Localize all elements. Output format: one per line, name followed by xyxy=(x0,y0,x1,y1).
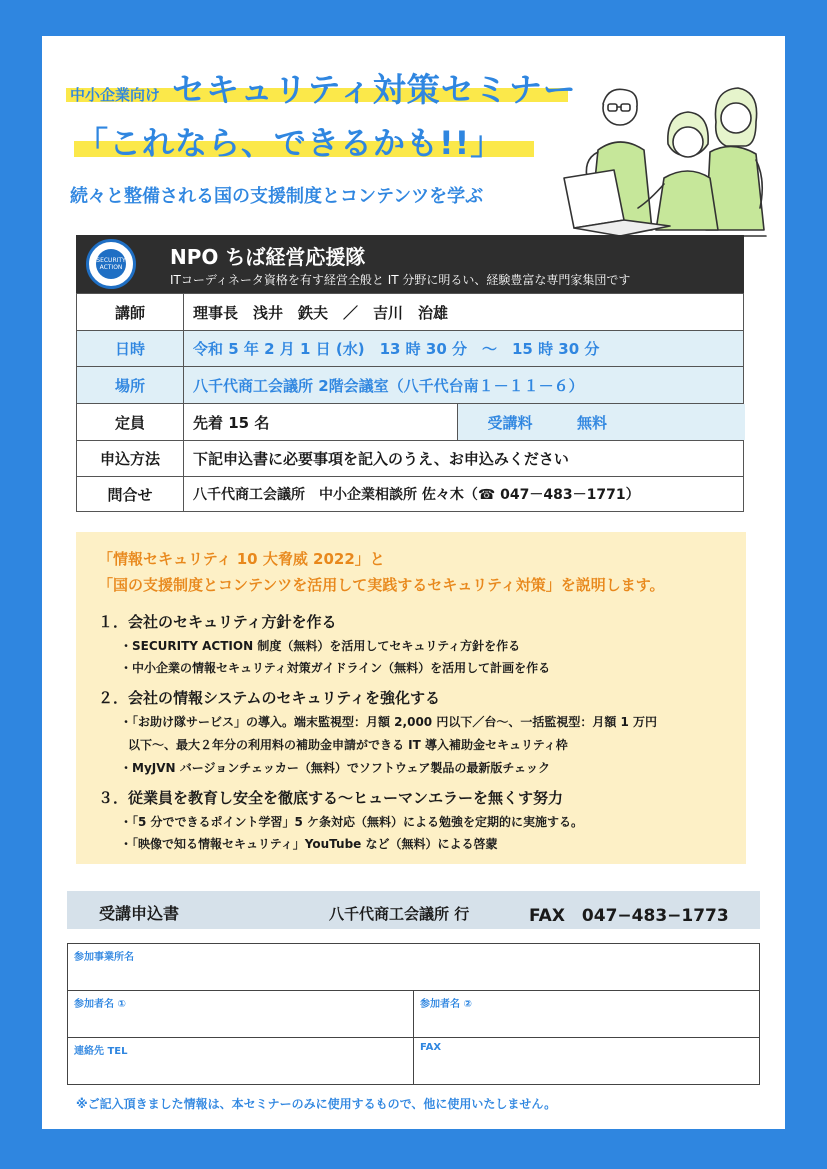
lecturer-row xyxy=(76,293,744,331)
program-intro-1: 「情報セキュリティ 10 大脅威 2022」と xyxy=(98,550,385,568)
form-title: 受講申込書 xyxy=(99,904,180,923)
section-3-item-2: ・「映像で知る情報セキュリティ」YouTube など（無料）による啓蒙 xyxy=(120,837,498,851)
apply-label: 申込方法 xyxy=(77,441,184,476)
participant-1-label: 参加者名 ① xyxy=(74,999,126,1010)
lecturer-label: 講師 xyxy=(77,294,184,330)
privacy-note: ※ご記入頂きました情報は、本セミナーのみに使用するもので、他に使用いたしません。 xyxy=(76,1097,557,1111)
people-illustration xyxy=(560,60,770,240)
contact-tel-label: 連絡先 TEL xyxy=(74,1046,128,1057)
organizer-name: NPO ちば経営応援隊 xyxy=(170,245,366,269)
lecturer-value: 理事長 浅井 鉄夫 ／ 吉川 治雄 xyxy=(193,303,449,322)
contact-fax-label: FAX xyxy=(420,1042,442,1053)
section-3-item-1: ・「5 分でできるポイント学習」5 ケ条対応（無料）による勉強を定期的に実施する。 xyxy=(120,815,584,829)
participant-2-label: 参加者名 ② xyxy=(420,999,472,1010)
section-3-title: ３．従業員を教育し安全を徹底する～ヒューマンエラーを無くす努力 xyxy=(98,789,564,807)
section-2-item-2: ・MyJVN バージョンチェッカー（無料）でソフトウェア製品の最新版チェック xyxy=(120,761,551,775)
fee-label: 受講料 xyxy=(457,404,563,440)
apply-value: 下記申込書に必要事項を記入のうえ、お申込みください xyxy=(193,450,569,468)
form-fax-number: FAX 047−483−1773 xyxy=(529,906,729,926)
section-2-item-1: ・「お助け隊サービス」の導入。端末監視型：月額 2,000 円以下／台～、一括監視型：月額 1 万円 xyxy=(120,715,658,729)
contact-row xyxy=(76,477,744,512)
section-2-title: ２．会社の情報システムのセキュリティを強化する xyxy=(98,689,441,707)
capacity-row xyxy=(76,404,744,441)
place-label: 場所 xyxy=(77,367,184,403)
place-row xyxy=(76,367,744,404)
contact-tel-field[interactable] xyxy=(67,1037,414,1085)
place-value: 八千代商工会議所 2階会議室（八千代台南１－１１－６） xyxy=(193,376,584,395)
section-1-item-1: ・SECURITY ACTION 制度（無料）を活用してセキュリティ方針を作る xyxy=(120,639,521,653)
fee-value: 無料 xyxy=(561,404,745,440)
participant-1-field[interactable] xyxy=(67,990,414,1038)
organizer-description: ITコーディネータ資格を有す経営全般と IT 分野に明るい、経験豊富な専門家集団です xyxy=(170,273,631,287)
program-intro-2: 「国の支援制度とコンテンツを活用して実践するセキュリティ対策」を説明します。 xyxy=(98,576,665,594)
security-action-logo: SECURITY ACTION xyxy=(96,249,126,279)
form-header xyxy=(67,891,760,929)
section-1-title: １．会社のセキュリティ方針を作る xyxy=(98,613,337,631)
section-1-item-2: ・中小企業の情報セキュリティ対策ガイドライン（無料）を活用して計画を作る xyxy=(120,661,551,675)
date-row xyxy=(76,331,744,367)
date-value: 令和 5 年 2 月 1 日 (水) 13 時 30 分 ～ 15 時 30 分 xyxy=(193,340,600,358)
subtitle: 続々と整備される国の支援制度とコンテンツを学ぶ xyxy=(70,186,484,207)
contact-fax-field[interactable] xyxy=(413,1037,760,1085)
capacity-value: 先着 15 名 xyxy=(193,413,270,432)
participant-2-field[interactable] xyxy=(413,990,760,1038)
apply-row xyxy=(76,441,744,477)
contact-label: 問合せ xyxy=(77,477,184,511)
security-action-badge xyxy=(86,239,136,289)
date-label: 日時 xyxy=(77,331,184,366)
company-name-field[interactable] xyxy=(67,943,760,991)
catch-copy: 「これなら、できるかも!!」 xyxy=(76,124,504,162)
form-recipient: 八千代商工会議所 行 xyxy=(329,905,470,923)
organizer-bar xyxy=(76,235,744,293)
company-name-label: 参加事業所名 xyxy=(74,952,134,963)
page-title: セキュリティ対策セミナー xyxy=(172,70,577,109)
capacity-label: 定員 xyxy=(77,404,184,440)
contact-value: 八千代商工会議所 中小企業相談所 佐々木（☎ 047－483－1771） xyxy=(193,487,640,503)
sub-tag: 中小企業向け xyxy=(70,86,161,104)
program-box xyxy=(76,532,746,864)
section-2-item-1-cont: 以下～、最大２年分の利用料の補助金申請ができる IT 導入補助金セキュリティ枠 xyxy=(128,738,568,752)
